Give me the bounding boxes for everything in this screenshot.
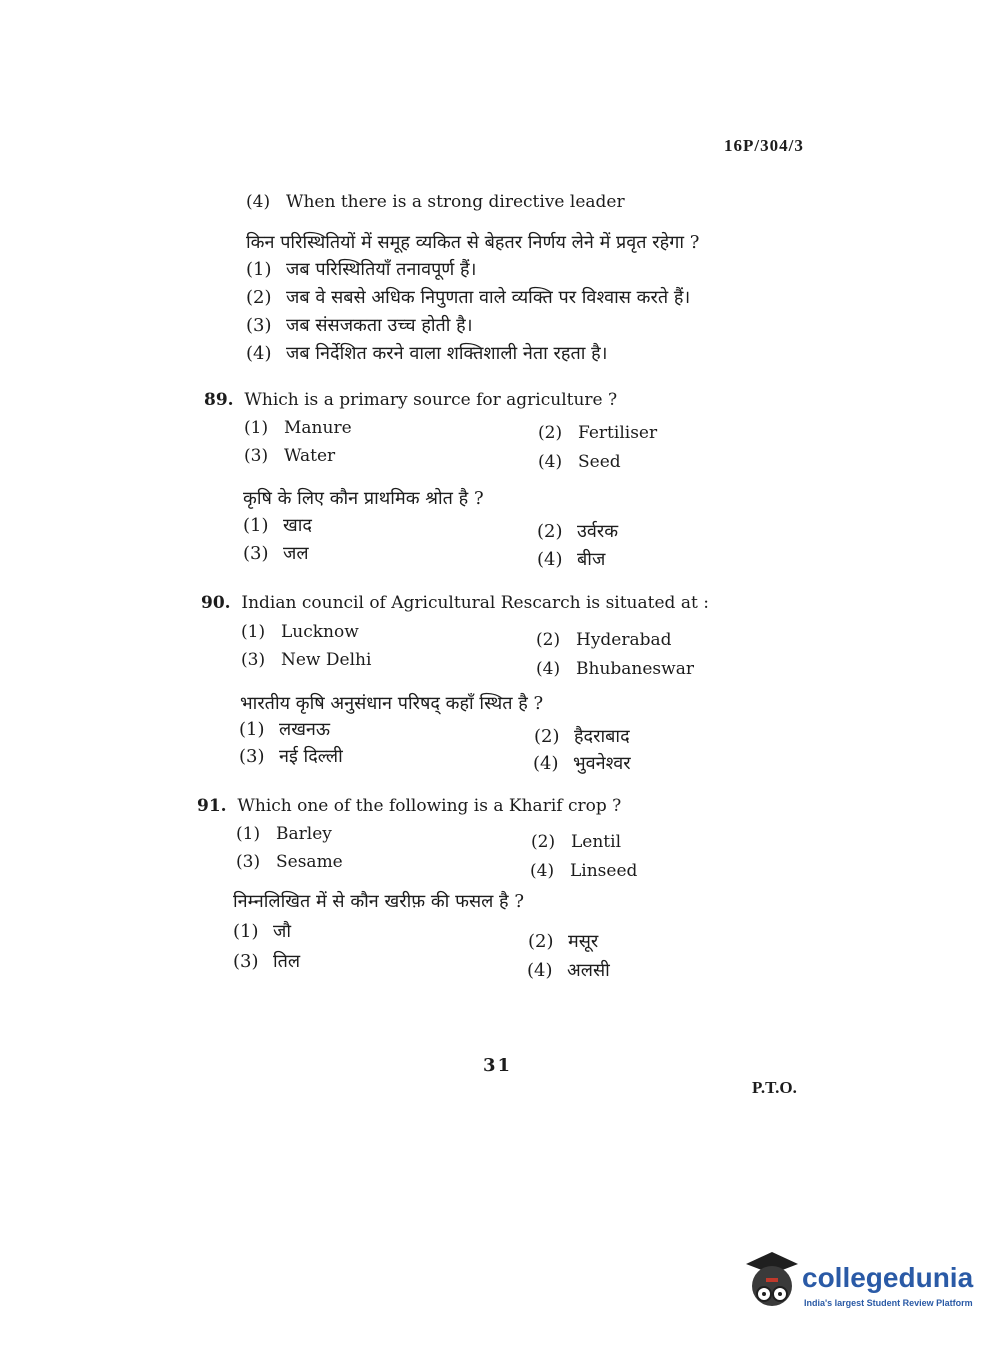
- page-number: 31: [483, 1055, 513, 1076]
- option-text: New Delhi: [281, 650, 372, 670]
- question-text: Which is a primary source for agriculture ?: [244, 390, 618, 410]
- q89-hindi-option-4: [537, 547, 605, 571]
- q91-hindi-option-4: [527, 958, 610, 982]
- q88-hindi-option-1: [246, 257, 476, 281]
- option-number: (3): [239, 746, 265, 767]
- option-text: नई दिल्ली: [279, 746, 343, 767]
- option-number: (2): [246, 287, 272, 308]
- q91-option-4: [530, 861, 637, 881]
- question-text: Indian council of Agricultural Rescarch is situated at :: [241, 593, 709, 613]
- pto-label: P.T.O.: [752, 1078, 797, 1097]
- option-text: बीज: [577, 549, 606, 570]
- q90-hindi-option-3: [239, 744, 343, 768]
- option-number: (4): [246, 192, 271, 212]
- q91-option-3: [236, 852, 343, 872]
- option-number: (3): [244, 446, 269, 466]
- q89-option-3: [244, 446, 335, 466]
- q89-hindi-question: कृषि के लिए कौन प्राथमिक श्रोत है ?: [243, 488, 484, 509]
- q91-hindi-question: निम्नलिखित में से कौन खरीफ़ की फसल है ?: [233, 891, 524, 912]
- option-number: (2): [538, 423, 563, 443]
- q90-option-2: [536, 630, 672, 650]
- q91-option-1: [236, 824, 332, 844]
- option-text: जब निर्देशित करने वाला शक्तिशाली नेता रहता है।: [286, 343, 608, 364]
- option-text: Sesame: [276, 852, 343, 872]
- brand-name: collegedunia: [802, 1262, 974, 1293]
- option-number: (4): [530, 861, 555, 881]
- option-text: उर्वरक: [577, 521, 619, 542]
- option-number: (1): [233, 921, 259, 942]
- option-number: (2): [536, 630, 561, 650]
- q89-option-2: [538, 423, 657, 443]
- option-number: (4): [527, 960, 553, 981]
- brand-tagline: India's largest Student Review Platform: [804, 1298, 973, 1308]
- option-number: (2): [528, 931, 554, 952]
- option-number: (2): [537, 521, 563, 542]
- option-number: (4): [536, 659, 561, 679]
- q90-question: [201, 593, 709, 613]
- mascot-icon: [742, 1250, 800, 1314]
- q88-hindi-question: किन परिस्थितियों में समूह व्यकित से बेहतर निर्णय लेने में प्रवृत रहेगा ?: [246, 232, 700, 253]
- option-text: Manure: [284, 418, 352, 438]
- option-number: (4): [533, 753, 559, 774]
- q89-option-4: [538, 452, 621, 472]
- q90-hindi-option-2: [534, 724, 630, 748]
- q91-option-2: [531, 832, 621, 852]
- q88-hindi-option-3: [246, 313, 473, 337]
- option-text: जब संसजकता उच्च होती है।: [286, 315, 473, 336]
- option-text: Linseed: [570, 861, 638, 881]
- option-text: Lucknow: [281, 622, 359, 642]
- question-number: 90.: [201, 593, 231, 613]
- q89-hindi-option-1: [243, 513, 312, 537]
- option-number: (4): [246, 343, 272, 364]
- option-number: (3): [241, 650, 266, 670]
- paper-code: 16P/304/3: [724, 136, 804, 155]
- option-text: When there is a strong directive leader: [286, 192, 625, 212]
- q89-option-1: [244, 418, 352, 438]
- option-number: (3): [233, 951, 259, 972]
- q91-question: [197, 796, 621, 816]
- question-number: 91.: [197, 796, 227, 816]
- option-text: भुवनेश्वर: [573, 753, 631, 774]
- option-number: (4): [537, 549, 563, 570]
- option-text: तिल: [273, 951, 301, 972]
- option-text: जब वे सबसे अधिक निपुणता वाले व्यक्ति पर विश्वास करते हैं।: [286, 287, 691, 308]
- q89-hindi-option-3: [243, 541, 309, 565]
- question-text: Which one of the following is a Kharif crop ?: [237, 796, 622, 816]
- option-number: (3): [236, 852, 261, 872]
- q90-hindi-question: भारतीय कृषि अनुसंधान परिषद् कहाँ स्थित है ?: [240, 693, 544, 714]
- q89-hindi-option-2: [537, 519, 618, 543]
- option-text: Water: [284, 446, 336, 466]
- option-text: अलसी: [567, 960, 610, 981]
- option-text: Fertiliser: [578, 423, 658, 443]
- q90-option-3: [241, 650, 371, 670]
- q90-hindi-option-4: [533, 751, 631, 775]
- q88-hindi-option-4: [246, 341, 607, 365]
- q91-hindi-option-2: [528, 929, 598, 953]
- option-number: (1): [246, 259, 272, 280]
- option-number: (1): [243, 515, 269, 536]
- option-text: Seed: [578, 452, 621, 472]
- q91-hindi-option-1: [233, 919, 291, 943]
- option-number: (1): [236, 824, 261, 844]
- option-text: लखनऊ: [279, 719, 331, 740]
- q88-hindi-option-2: [246, 285, 690, 309]
- option-number: (1): [239, 719, 265, 740]
- option-number: (3): [243, 543, 269, 564]
- option-number: (4): [538, 452, 563, 472]
- q90-option-4: [536, 659, 694, 679]
- option-text: Hyderabad: [576, 630, 672, 650]
- option-text: मसूर: [568, 931, 599, 952]
- q90-option-1: [241, 622, 359, 642]
- option-text: जौ: [273, 921, 292, 942]
- option-number: (2): [531, 832, 556, 852]
- option-number: (3): [246, 315, 272, 336]
- q91-hindi-option-3: [233, 949, 300, 973]
- question-number: 89.: [204, 390, 234, 410]
- option-number: (1): [241, 622, 266, 642]
- option-text: जल: [283, 543, 309, 564]
- option-text: जब परिस्थितियाँ तनावपूर्ण हैं।: [286, 259, 477, 280]
- q90-hindi-option-1: [239, 717, 330, 741]
- collegedunia-watermark: [742, 1250, 972, 1320]
- q88-english-option-4: [246, 192, 625, 212]
- option-number: (2): [534, 726, 560, 747]
- option-text: खाद: [283, 515, 312, 536]
- option-text: Lentil: [571, 832, 622, 852]
- q89-question: [204, 390, 617, 410]
- option-text: Barley: [276, 824, 332, 844]
- option-number: (1): [244, 418, 269, 438]
- option-text: Bhubaneswar: [576, 659, 694, 679]
- option-text: हैदराबाद: [574, 726, 630, 747]
